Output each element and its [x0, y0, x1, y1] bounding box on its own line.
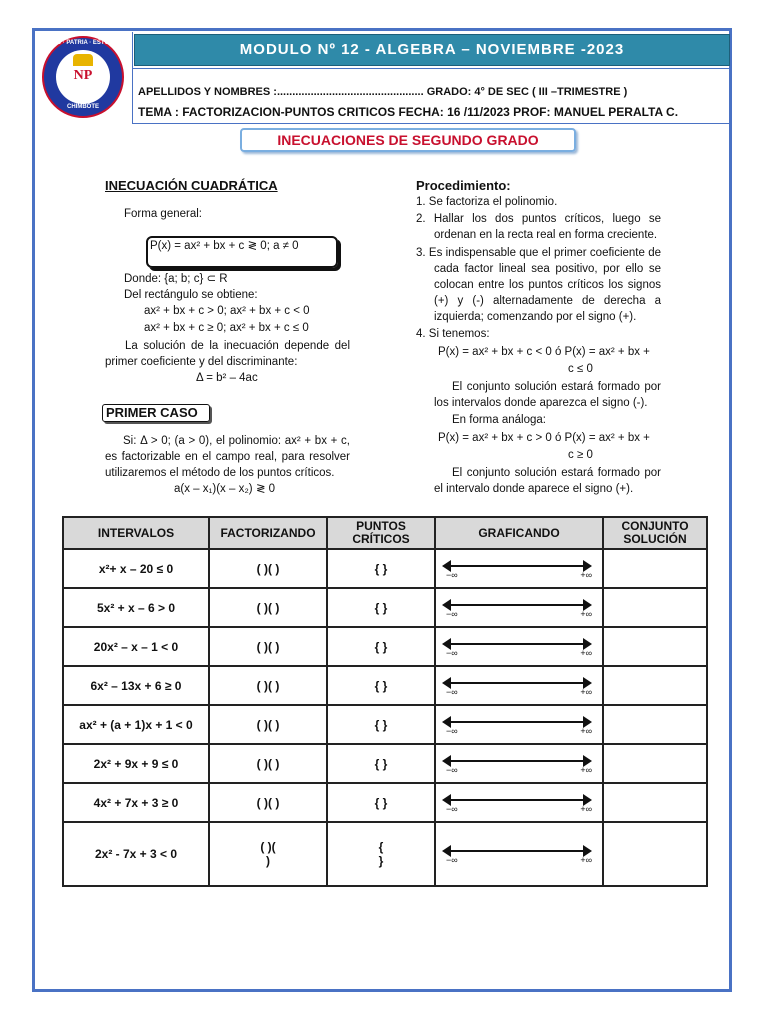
school-logo [42, 36, 124, 118]
neg-infinity-label: −∞ [446, 725, 458, 736]
table-row [63, 666, 707, 705]
header-intervals: INTERVALOS [63, 517, 209, 549]
number-line [442, 559, 592, 579]
pos-infinity-label: +∞ [580, 764, 592, 775]
solution-set-cell[interactable] [603, 666, 707, 705]
factor-cell[interactable]: ( )( ) [209, 822, 327, 886]
neg-infinity-label: −∞ [446, 608, 458, 619]
graph-cell[interactable] [435, 705, 603, 744]
graph-cell[interactable] [435, 666, 603, 705]
logo-cell [34, 32, 133, 124]
topic-info-line: TEMA : FACTORIZACION-PUNTOS CRITICOS FECHA: 16 /11/2023 PROF: MANUEL PERALTA C. [138, 105, 679, 119]
axis-line [448, 565, 586, 567]
graph-cell[interactable] [435, 549, 603, 588]
number-line [442, 793, 592, 813]
axis-line [448, 604, 586, 606]
case-text: Si: Δ > 0; (a > 0), el polinomio: ax² + bx + c, es factorizable en el campo real, para resolver utilizaremos el método de los puntos críticos. [105, 435, 350, 479]
logo-initials: NP [73, 68, 93, 83]
analog-text: En forma análoga: [452, 414, 546, 426]
condition-1b: c ≤ 0 [568, 363, 593, 375]
logo-top-text: DIOS · PATRIA · ESTUDIO [46, 40, 120, 46]
header-solution-set: CONJUNTO SOLUCIÓN [603, 517, 707, 549]
critical-points-cell[interactable]: { } [327, 627, 435, 666]
pos-infinity-label: +∞ [580, 608, 592, 619]
module-title: MODULO Nº 12 - ALGEBRA – NOVIEMBRE -2023 [134, 34, 730, 66]
inequality-line-1: ax² + bx + c > 0; ax² + bx + c < 0 [144, 305, 310, 317]
interval-cell: ax² + (a + 1)x + 1 < 0 [63, 705, 209, 744]
number-line [442, 637, 592, 657]
header [34, 32, 732, 124]
general-form: P(x) = ax² + bx + c ≷ 0; a ≠ 0 [150, 240, 299, 252]
factor-cell[interactable]: ( )( ) [209, 549, 327, 588]
general-form-label: Forma general: [124, 208, 202, 220]
neg-infinity-label: −∞ [446, 569, 458, 580]
table-row [63, 627, 707, 666]
logo-bottom-text: CHIMBOTE [67, 104, 99, 110]
factor-cell[interactable]: ( )( ) [209, 666, 327, 705]
axis-line [448, 721, 586, 723]
step-2: 2. Hallar los dos puntos críticos, luego se ordenan en la recta real en forma creciente. [416, 213, 661, 241]
number-line [442, 754, 592, 774]
table-row [63, 588, 707, 627]
axis-line [448, 760, 586, 762]
neg-infinity-label: −∞ [446, 803, 458, 814]
table-row [63, 549, 707, 588]
factor-cell[interactable]: ( )( ) [209, 744, 327, 783]
graph-cell[interactable] [435, 627, 603, 666]
table-row [63, 783, 707, 822]
neg-infinity-label: −∞ [446, 686, 458, 697]
condition-2: P(x) = ax² + bx + c > 0 ó P(x) = ax² + bx + [438, 432, 650, 444]
rect-text: Del rectángulo se obtiene: [124, 289, 258, 301]
interval-cell: x²+ x – 20 ≤ 0 [63, 549, 209, 588]
solution-set-cell[interactable] [603, 549, 707, 588]
case-formula: a(x – x₁)(x – x₂) ≷ 0 [174, 483, 276, 495]
neg-infinity-label: −∞ [446, 647, 458, 658]
solution-text: La solución de la inecuación depende del primer coeficiente y del discriminante: [105, 340, 350, 368]
solution-set-cell[interactable] [603, 783, 707, 822]
critical-points-cell[interactable]: { } [327, 744, 435, 783]
exercise-table [62, 516, 706, 887]
step-1: 1. Se factoriza el polinomio. [416, 196, 558, 208]
conclusion-2: El conjunto solución estará formado por el intervalo donde aparece el signo (+). [434, 467, 661, 495]
factor-cell[interactable]: ( )( ) [209, 783, 327, 822]
student-info-line: APELLIDOS Y NOMBRES :................................................ GRADO: 4° DE SEC ( III –TRIMESTRE ) [138, 86, 628, 98]
axis-line [448, 643, 586, 645]
pos-infinity-label: +∞ [580, 647, 592, 658]
solution-set-cell[interactable] [603, 705, 707, 744]
conclusion-1: El conjunto solución estará formado por los intervalos donde aparezca el signo (-). [434, 381, 661, 409]
critical-points-cell[interactable]: { } [327, 783, 435, 822]
critical-points-cell[interactable]: { } [327, 705, 435, 744]
procedure-heading: Procedimiento: [416, 178, 511, 193]
step-3: 3. Es indispensable que el primer coeficiente de cada factor lineal sea positivo, por ello se colocan entre los puntos críticos los signos (+) y (-) alternadamente de derecha a izquierda; comenzando por el signo (+). [416, 247, 661, 323]
pos-infinity-label: +∞ [580, 803, 592, 814]
table-row [63, 822, 707, 886]
interval-cell: 5x² + x – 6 > 0 [63, 588, 209, 627]
critical-points-cell[interactable]: { } [327, 549, 435, 588]
number-line [442, 715, 592, 735]
neg-infinity-label: −∞ [446, 855, 458, 865]
interval-cell: 2x² - 7x + 3 < 0 [63, 822, 209, 886]
critical-points-cell[interactable]: { } [327, 822, 435, 886]
pos-infinity-label: +∞ [580, 855, 592, 865]
graph-cell[interactable] [435, 822, 603, 886]
step-4: 4. Si tenemos: [416, 328, 490, 340]
first-case-title: PRIMER CASO [102, 404, 210, 422]
header-factorizing: FACTORIZANDO [209, 517, 327, 549]
table-row [63, 744, 707, 783]
header-graphing: GRAFICANDO [435, 517, 603, 549]
pos-infinity-label: +∞ [580, 725, 592, 736]
axis-line [448, 850, 586, 852]
solution-set-cell[interactable] [603, 822, 707, 886]
neg-infinity-label: −∞ [446, 764, 458, 775]
table-header-row [63, 517, 707, 549]
table-row [63, 705, 707, 744]
left-heading: INECUACIÓN CUADRÁTICA [105, 178, 278, 193]
critical-points-cell[interactable]: { } [327, 666, 435, 705]
interval-cell: 6x² – 13x + 6 ≥ 0 [63, 666, 209, 705]
critical-points-cell[interactable]: { } [327, 588, 435, 627]
graph-cell[interactable] [435, 744, 603, 783]
discriminant: Δ = b² – 4ac [196, 372, 258, 384]
divider [132, 68, 732, 69]
crown-icon [73, 54, 93, 66]
interval-cell: 2x² + 9x + 9 ≤ 0 [63, 744, 209, 783]
interval-cell: 20x² – x – 1 < 0 [63, 627, 209, 666]
pos-infinity-label: +∞ [580, 686, 592, 697]
domain-text: Donde: {a; b; c} ⊂ R [124, 273, 228, 285]
solution-set-cell[interactable] [603, 588, 707, 627]
axis-line [448, 799, 586, 801]
number-line [442, 598, 592, 618]
inequality-line-2: ax² + bx + c ≥ 0; ax² + bx + c ≤ 0 [144, 322, 309, 334]
divider [132, 123, 732, 124]
factor-cell[interactable]: ( )( ) [209, 627, 327, 666]
solution-set-cell[interactable] [603, 744, 707, 783]
condition-2b: c ≥ 0 [568, 449, 593, 461]
graph-cell[interactable] [435, 588, 603, 627]
factor-cell[interactable]: ( )( ) [209, 588, 327, 627]
number-line [442, 844, 592, 864]
axis-line [448, 682, 586, 684]
factor-cell[interactable]: ( )( ) [209, 705, 327, 744]
condition-1: P(x) = ax² + bx + c < 0 ó P(x) = ax² + bx + [438, 346, 650, 358]
header-critical-points: PUNTOS CRÍTICOS [327, 517, 435, 549]
graph-cell[interactable] [435, 783, 603, 822]
pos-infinity-label: +∞ [580, 569, 592, 580]
interval-cell: 4x² + 7x + 3 ≥ 0 [63, 783, 209, 822]
solution-set-cell[interactable] [603, 627, 707, 666]
section-subtitle: INECUACIONES DE SEGUNDO GRADO [240, 128, 576, 152]
number-line [442, 676, 592, 696]
